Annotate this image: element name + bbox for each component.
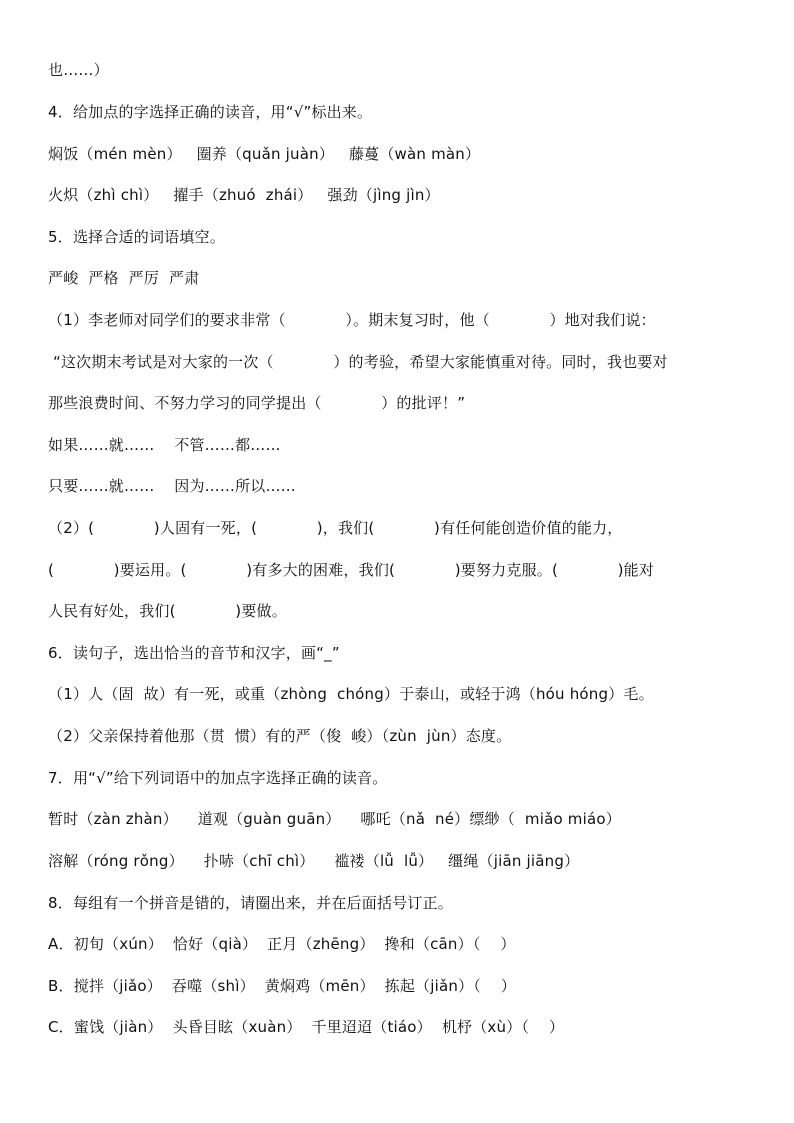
question-5-conjunctions-2: 只要……就…… 因为……所以……: [48, 477, 296, 495]
question-8-option-c: C．蜜饯（jiàn） 头昏目眩（xuàn） 千里迢迢（tiáo） 机杼（xù）（ ）: [48, 1018, 565, 1036]
text-line-1: 也……）: [48, 61, 109, 79]
question-8-option-b: B．搅拌（jiǎo） 吞噬（shì） 黄焖鸡（mēn） 拣起（jiǎn）（ ）: [48, 977, 517, 995]
question-5-part-1-line-2: “这次期末考试是对大家的一次（ ）的考验，希望大家能慎重对待。同时，我也要对: [48, 353, 668, 371]
question-5-part-2-line-3: 人民有好处，我们( )要做。: [48, 602, 287, 620]
question-7-row-2: 溶解（róng rǒng） 扑哧（chī chì） 褴褛（lǚ lǚ） 缰绳（jiān jiāng）: [48, 852, 580, 870]
question-6-title: 6．读句子，选出恰当的音节和汉字，画“_”: [48, 644, 340, 662]
question-7-title: 7．用“√”给下列词语中的加点字选择正确的读音。: [48, 769, 388, 787]
question-5-conjunctions-1: 如果……就…… 不管……都……: [48, 436, 281, 454]
question-5-part-1-line-3: 那些浪费时间、不努力学习的同学提出（ ）的批评！”: [48, 394, 466, 412]
question-4-row-2: 火炽（zhì chì） 擢手（zhuó zhái） 强劲（jìng jìn）: [48, 186, 440, 204]
question-8-title: 8．每组有一个拼音是错的，请圈出来，并在后面括号订正。: [48, 894, 453, 912]
question-5-part-1-line-1: （1）李老师对同学们的要求非常（ ）。期末复习时，他（ ）地对我们说：: [48, 311, 656, 329]
question-5-title: 5．选择合适的词语填空。: [48, 228, 225, 246]
question-4-title: 4．给加点的字选择正确的读音，用“√”标出来。: [48, 103, 373, 121]
question-5-part-2-line-1: （2）( )人固有一死，( )，我们( )有任何能创造价值的能力，: [48, 519, 623, 537]
question-4-row-1: 焖饭（mén mèn） 圈养（quǎn juàn） 藤蔓（wàn màn）: [48, 145, 481, 163]
question-7-row-1: 暂时（zàn zhàn） 道观（guàn guān） 哪吒（nǎ né）缥缈（ miǎo miáo）: [48, 810, 621, 828]
question-6-sentence-1: （1）人（固 故）有一死，或重（zhòng chóng）于泰山，或轻于鸿（hóu hóng）毛。: [48, 685, 654, 703]
question-5-part-2-line-2: ( )要运用。( )有多大的困难，我们( )要努力克服。( )能对: [48, 561, 655, 579]
question-6-sentence-2: （2）父亲保持着他那（贯 惯）有的严（俊 峻）（zùn jùn）态度。: [48, 727, 512, 745]
question-5-word-bank: 严峻 严格 严厉 严肃: [48, 269, 200, 287]
question-8-option-a: A．初旬（xún） 恰好（qià） 正月（zhēng） 搀和（cān）（ ）: [48, 935, 516, 953]
